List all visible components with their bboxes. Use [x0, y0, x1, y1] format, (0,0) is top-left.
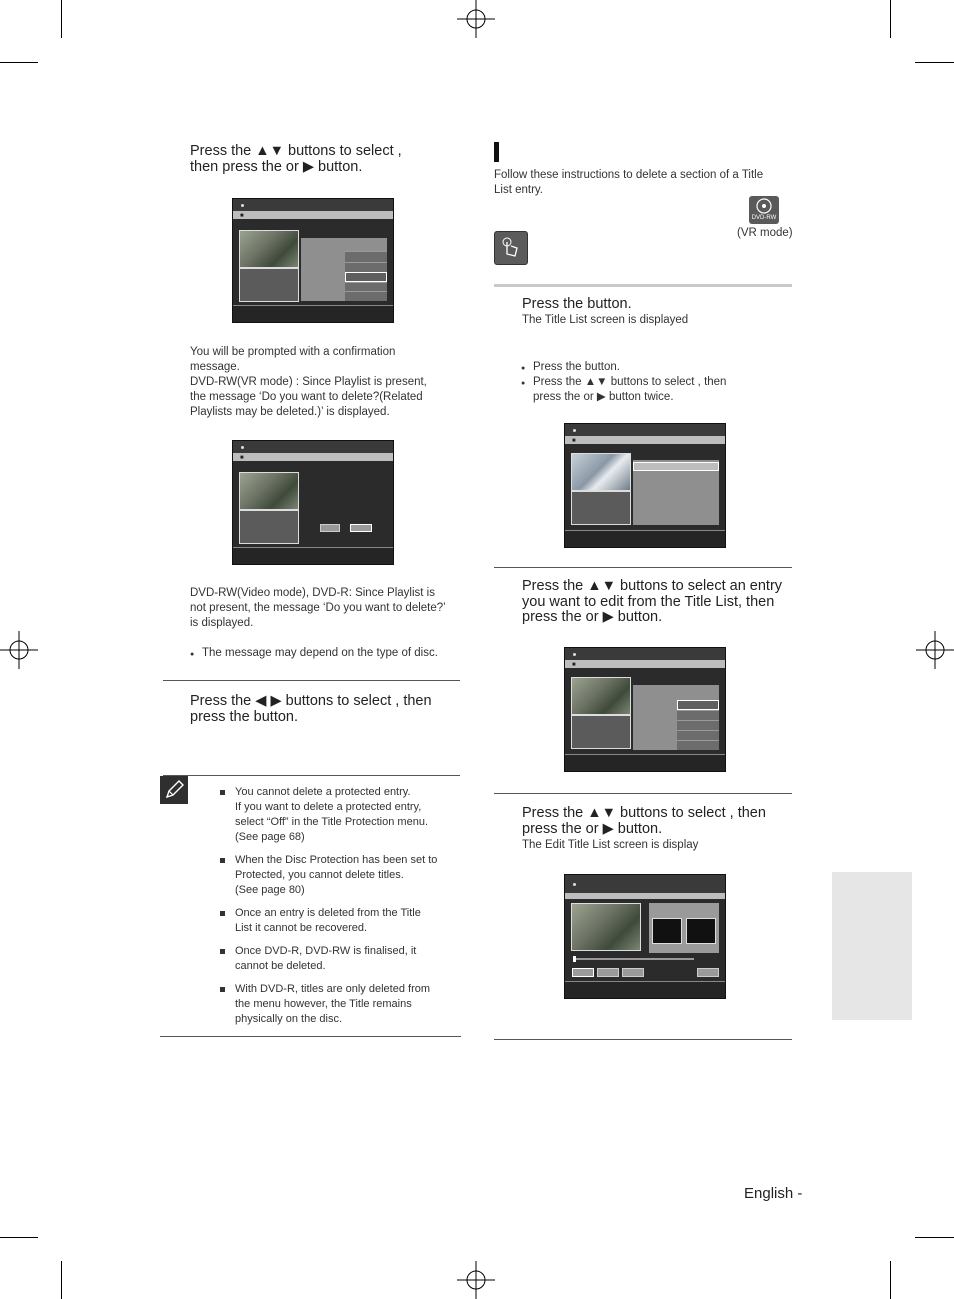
- left-step-1: Press the ▲▼ buttons to select , then press the or ▶ button.: [190, 143, 402, 175]
- divider: [163, 680, 460, 681]
- intro-text: Follow these instructions to delete a section of a Title List entry.: [494, 169, 764, 196]
- play-button: [572, 968, 594, 977]
- registration-mark-icon: [916, 631, 954, 669]
- right-step-3: Press the ▲▼ buttons to select , then press the or ▶ button.: [522, 805, 766, 837]
- square-bullet-icon: [220, 911, 225, 916]
- divider: [494, 1039, 792, 1040]
- butterfly-thumbnail: [571, 903, 641, 951]
- divider: [494, 567, 792, 568]
- note-item: When the Disc Protection has been set to Protected, you cannot delete titles. (See page 80): [235, 853, 465, 898]
- progress-track: [573, 958, 694, 960]
- right-step-1-sub: The Title List screen is displayed: [522, 314, 689, 326]
- divider: [160, 1036, 461, 1037]
- end-button: [622, 968, 644, 977]
- butterfly-thumbnail: [571, 677, 631, 715]
- notes-list: [235, 785, 465, 1027]
- crop-mark: [890, 1261, 891, 1299]
- square-bullet-icon: [220, 949, 225, 954]
- crop-mark: [0, 1237, 38, 1238]
- crop-mark: [0, 62, 38, 63]
- bullet-item: Press the button.: [533, 361, 620, 373]
- left-step-2: Press the ◀ ▶ buttons to select , then press the button.: [190, 693, 432, 725]
- hand-press-icon: [494, 231, 528, 265]
- note-item: Once DVD-R, DVD-RW is finalised, it cannot be deleted.: [235, 944, 465, 974]
- right-step-2: Press the ▲▼ buttons to select an entry you want to edit from the Title List, then press the or ▶ button.: [522, 578, 783, 625]
- start-button: [597, 968, 619, 977]
- registration-mark-icon: [457, 0, 495, 38]
- note-item: Once an entry is deleted from the Title List it cannot be recovered.: [235, 906, 465, 936]
- butterfly-thumbnail: [239, 472, 299, 510]
- crop-mark: [890, 0, 891, 38]
- osd-confirm-dialog: ■: [232, 440, 394, 565]
- video-mode-text: DVD-RW(Video mode), DVD-R: Since Playlist is not present, the message ‘Do you want to delete?’ is displayed.: [190, 587, 446, 629]
- delete-button: [697, 968, 719, 977]
- osd-title-list-edit: ■: [564, 647, 726, 772]
- disc-type-note: The message may depend on the type of disc.: [202, 647, 438, 659]
- page-language-label: English -: [744, 1185, 803, 1202]
- right-step-3-sub: The Edit Title List screen is display: [522, 839, 699, 851]
- edit-option-highlight: [677, 700, 719, 710]
- right-bullets: Press the button. Press the ▲▼ buttons to select , then press the or ▶ button twice.: [533, 360, 793, 405]
- crop-mark: [915, 1237, 954, 1238]
- side-tab: [832, 872, 912, 1020]
- osd-edit-title-list: [564, 874, 726, 999]
- note-item: You cannot delete a protected entry. If you want to delete a protected entry, select “Off” in the Title Protection menu. (See page 68): [235, 785, 465, 845]
- bullet-item: Press the ▲▼ buttons to select , then: [533, 376, 727, 388]
- crop-mark: [915, 62, 954, 63]
- selected-title-row: [633, 462, 719, 471]
- registration-mark-icon: [0, 631, 38, 669]
- registration-mark-icon: [457, 1261, 495, 1299]
- end-frame-preview: [686, 918, 716, 944]
- vr-mode-label: (VR mode): [737, 227, 793, 239]
- right-step-1: Press the button.: [522, 296, 632, 312]
- square-bullet-icon: [220, 858, 225, 863]
- osd-title-list: ■: [564, 423, 726, 548]
- divider: [494, 284, 792, 287]
- note-item: With DVD-R, titles are only deleted from the menu however, the Title remains physically on the disc.: [235, 982, 465, 1027]
- progress-marker: [573, 956, 576, 962]
- square-bullet-icon: [220, 790, 225, 795]
- square-bullet-icon: [220, 987, 225, 992]
- dvd-rw-disc-icon: DVD-RW: [749, 196, 779, 224]
- start-frame-preview: [652, 918, 682, 944]
- crop-mark: [61, 0, 62, 38]
- confirm-message-text: You will be prompted with a confirmation message. DVD-RW(VR mode) : Since Playlist is present, the message ‘Do you want to delete?(Related Playlists may be deleted.)’ is displayed.: [190, 346, 427, 418]
- bird-thumbnail: [571, 453, 631, 491]
- delete-option-highlight: [345, 272, 387, 282]
- section-heading-marker: [494, 142, 499, 162]
- no-button: [350, 524, 372, 532]
- osd-title-list-delete: ■: [232, 198, 394, 323]
- yes-button: [320, 524, 340, 532]
- note-icon: [160, 776, 188, 804]
- butterfly-thumbnail: [239, 230, 299, 268]
- crop-mark: [61, 1261, 62, 1299]
- divider: [494, 793, 792, 794]
- divider: [163, 775, 460, 776]
